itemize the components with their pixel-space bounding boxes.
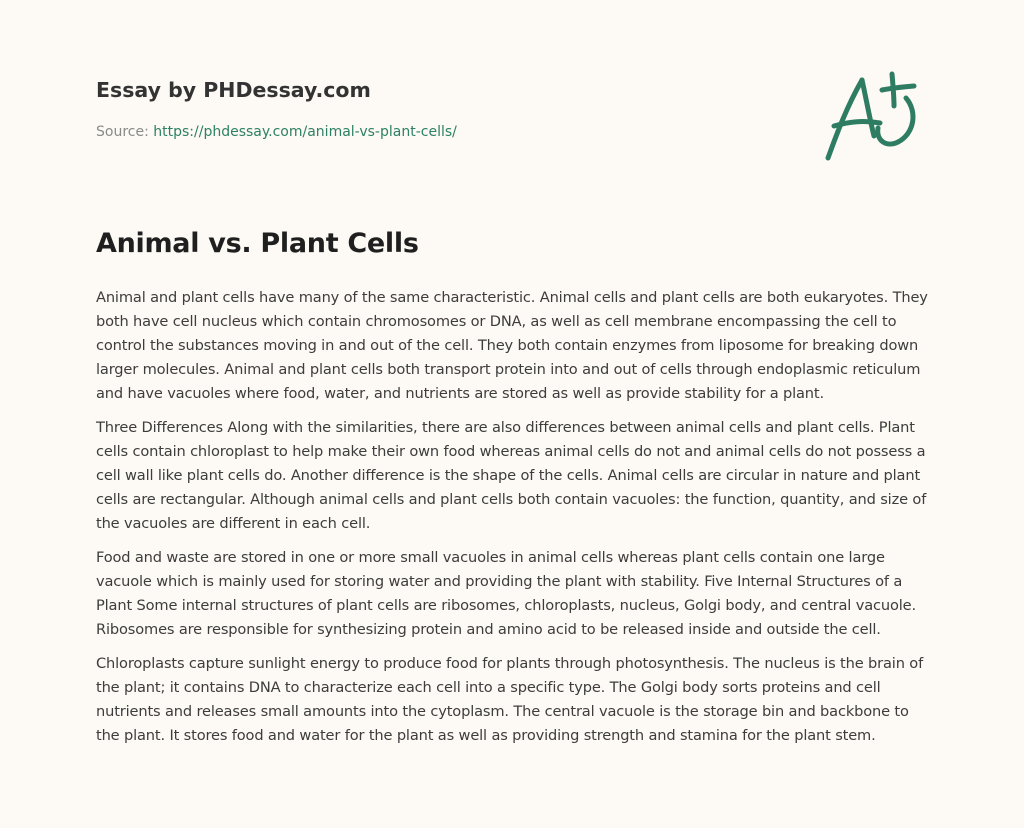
site-title: Essay by PHDessay.com (96, 78, 371, 102)
essay-header (96, 76, 796, 141)
essay-paragraph: Chloroplasts capture sunlight energy to produce food for plants through photosynthesis. The nucleus is the brain of the plant; it contains DNA to characterize each cell into a specific type. The Golgi body sorts proteins and cell nutrients and releases small amounts into the cytoplasm. The central vacuole is the storage bin and backbone to the plant. It stores food and water for the plant as well as providing strength and stamina for the plant stem. (96, 655, 924, 744)
essay-paragraph: Three Differences Along with the similarities, there are also differences between animal cells and plant cells. Plant cells contain chloroplast to help make their own food whereas animal cells do not and animal cells do not possess a cell wall like plant cells do. Another difference is the shape of the cells. Animal cells are circular in nature and plant cells are rectangular. Although animal cells and plant cells both contain vacuoles: the function, quantity, and size of the vacuoles are different in each cell. (96, 419, 927, 532)
a-plus-grade-icon (822, 68, 928, 164)
essay-paragraph: Animal and plant cells have many of the same characteristic. Animal cells and plant cells are both eukaryotes. They both have cell nucleus which contain chromosomes or DNA, as well as cell membrane encompassing the cell to control the substances moving in and out of the cell. They both contain enzymes from liposome for breaking down larger molecules. Animal and plant cells both transport protein into and out of cells through endoplasmic reticulum and have vacuoles where food, water, and nutrients are stored as well as provide stability for a plant. (96, 289, 928, 402)
essay-title: Animal vs. Plant Cells (96, 228, 419, 259)
source-line (96, 123, 796, 141)
source-link[interactable]: https://phdessay.com/animal-vs-plant-cells/ (153, 124, 457, 140)
essay-paragraph: Food and waste are stored in one or more small vacuoles in animal cells whereas plant cells contain one large vacuole which is mainly used for storing water and providing the plant with stability. Five Internal Structures of a Plant Some internal structures of plant cells are ribosomes, chloroplasts, nucleus, Golgi body, and central vacuole. Ribosomes are responsible for synthesizing protein and amino acid to be released inside and outside the cell. (96, 549, 916, 638)
source-label: Source: (96, 124, 149, 140)
essay-body (96, 286, 936, 758)
